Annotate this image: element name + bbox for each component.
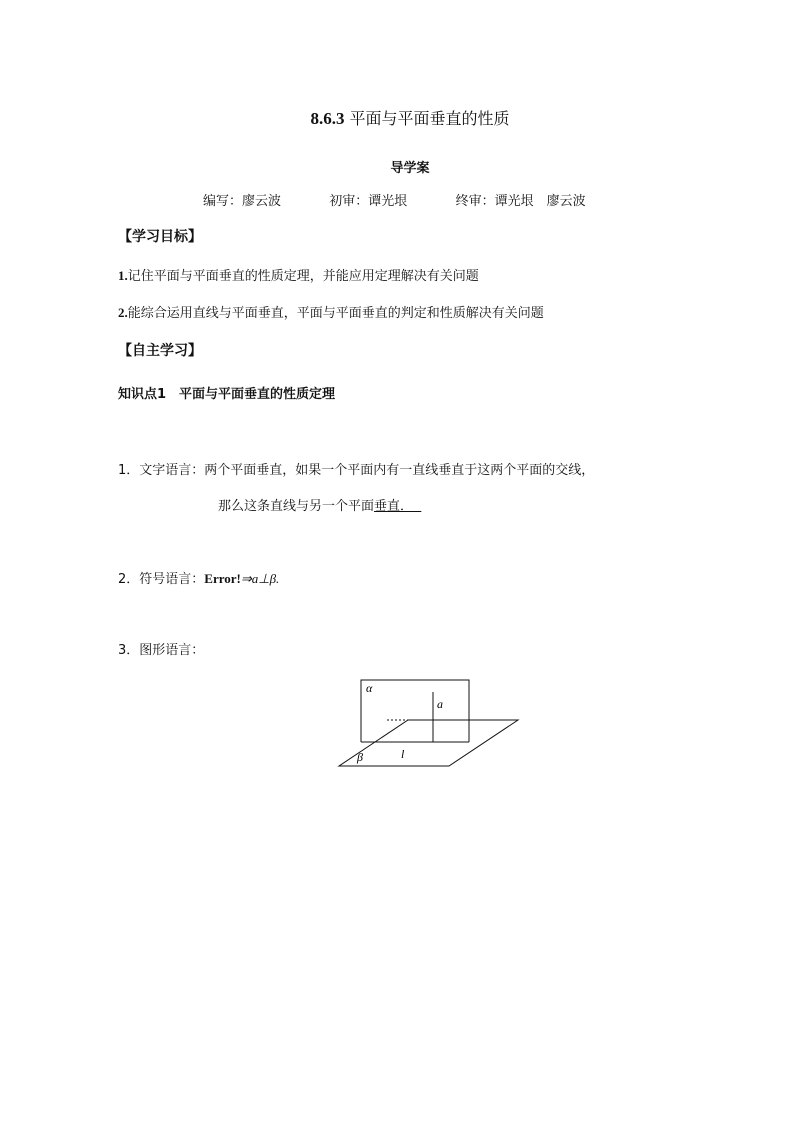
item-text: 那么这条直线与另一个平面 [218,499,375,514]
page-title [0,106,794,129]
item-text: 两个平面垂直，如果一个平面内有一直线垂直于这两个平面的交线， [204,463,595,478]
authors-line [203,190,586,209]
final-reviewer: 终审：谭光垠 廖云波 [455,194,586,209]
item-label: 1．文字语言： [118,463,205,478]
goal-item-1 [118,265,479,284]
label-beta: β [357,750,363,764]
title-text: 平面与平面垂直的性质 [349,109,510,128]
goal-text: 能综合运用直线与平面垂直，平面与平面垂直的判定和性质解决有关问题 [127,306,544,321]
plane-alpha [361,680,469,742]
goal-number: 1. [118,268,128,283]
section-goals-heading: 【学习目标】 [118,229,202,245]
item-label: 2．符号语言： [118,572,205,587]
first-reviewer: 初审：谭光垠 [329,194,408,209]
symbol-language-line [118,568,279,587]
knowledge-point-heading: 知识点1 平面与平面垂直的性质定理 [118,387,336,402]
plane-beta [339,720,518,766]
goal-item-2 [118,302,544,321]
title-number: 8.6.3 [310,109,345,128]
label-a: a [437,697,443,711]
label-alpha: α [366,681,373,695]
error-field: Error! [204,571,241,586]
goal-text: 记住平面与平面垂直的性质定理，并能应用定理解决有关问题 [127,269,479,284]
text-language-line-1 [118,459,594,478]
label-l: l [401,747,405,761]
math-expression: ⇒a⊥β. [240,571,280,586]
editor: 编写：廖云波 [203,194,282,209]
goal-number: 2. [118,305,128,320]
answer-blank: 垂直． [374,499,414,514]
planes-figure [335,672,535,777]
section-self-study-heading: 【自主学习】 [118,343,202,359]
subtitle: 导学案 [390,161,430,176]
figure-language-line: 3．图形语言： [118,643,205,658]
text-language-line-2 [218,495,421,514]
